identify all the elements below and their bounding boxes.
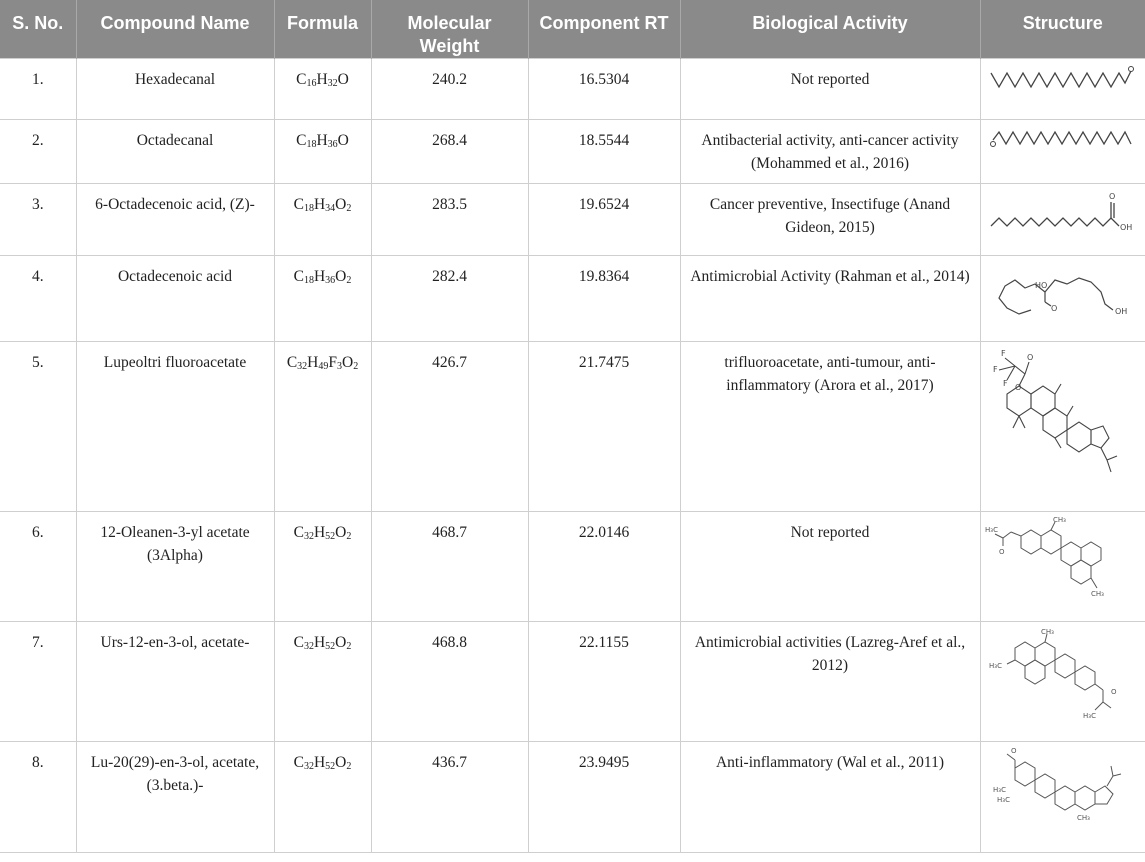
molecular-weight-cell: 436.7 <box>371 742 528 853</box>
header-compound-name: Compound Name <box>76 0 274 59</box>
fluorine-label: F <box>1000 349 1006 358</box>
formula-cell: $C_{32}H_{52}O_2$ <box>274 512 371 622</box>
structure-cell <box>980 184 1145 256</box>
structure-cell <box>980 256 1145 342</box>
component-rt-cell: 19.6524 <box>528 184 680 256</box>
ursenol-acetate-structure <box>985 624 1135 734</box>
compound-name-cell: 12-Oleanen-3-yl acetate (3Alpha) <box>76 512 274 622</box>
table-row <box>0 184 1145 256</box>
table-row <box>0 622 1145 742</box>
header-biological-activity: Biological Activity <box>680 0 980 59</box>
compound-name-cell: Hexadecanal <box>76 59 274 120</box>
structure-cell <box>980 342 1145 512</box>
sno-cell: 5. <box>0 342 76 512</box>
molecular-weight-cell: 240.2 <box>371 59 528 120</box>
biological-activity-cell: trifluoroacetate, anti-tumour, anti-inflammatory (Arora et al., 2017) <box>680 342 980 512</box>
header-formula: Formula <box>274 0 371 59</box>
oxygen-label: O <box>1010 747 1017 755</box>
lupeol-trifluoroacetate-structure <box>985 344 1135 504</box>
octadecenoic-acid-z-structure <box>985 186 1135 242</box>
molecular-weight-cell: 468.7 <box>371 512 528 622</box>
compound-name-cell: Octadecenoic acid <box>76 256 274 342</box>
hydroxyl-label: OH <box>1119 223 1132 232</box>
sno-cell: 3. <box>0 184 76 256</box>
formula-cell: $C_{32}H_{52}O_2$ <box>274 742 371 853</box>
methyl-label: CH₃ <box>1040 628 1054 636</box>
sno-cell: 7. <box>0 622 76 742</box>
biological-activity-cell: Antimicrobial activities (Lazreg-Aref et al., 2012) <box>680 622 980 742</box>
header-structure: Structure <box>980 0 1145 59</box>
oleanenyl-acetate-structure <box>985 514 1135 614</box>
formula-cell: $C_{32}H_{49}F_3O_2$ <box>274 342 371 512</box>
compound-name-cell: Lu-20(29)-en-3-ol, acetate, (3.beta.)- <box>76 742 274 853</box>
methyl-label: H₃C <box>996 796 1010 804</box>
hydroxyl-label: OH <box>1114 307 1127 316</box>
methyl-label: H₃C <box>988 662 1002 670</box>
formula-cell: $C_{16}H_{32}O$ <box>274 59 371 120</box>
formula-cell: $C_{32}H_{52}O_2$ <box>274 622 371 742</box>
header-molecular-weight: Molecular Weight <box>371 0 528 59</box>
methyl-label: H₃C <box>992 786 1006 794</box>
oxygen-label: O <box>1026 353 1033 362</box>
hydroxyl-label: HO <box>1034 281 1047 290</box>
component-rt-cell: 23.9495 <box>528 742 680 853</box>
molecular-weight-cell: 268.4 <box>371 120 528 184</box>
octadecenoic-acid-structure <box>985 258 1135 330</box>
formula-cell: $C_{18}H_{36}O_2$ <box>274 256 371 342</box>
methyl-label: CH₃ <box>1052 516 1066 524</box>
oxygen-label: O <box>1014 383 1021 392</box>
table-row <box>0 256 1145 342</box>
table-row <box>0 120 1145 184</box>
formula-cell: $C_{18}H_{34}O_2$ <box>274 184 371 256</box>
sno-cell: 1. <box>0 59 76 120</box>
sno-cell: 2. <box>0 120 76 184</box>
biological-activity-cell: Cancer preventive, Insectifuge (Anand Gideon, 2015) <box>680 184 980 256</box>
biological-activity-cell: Not reported <box>680 59 980 120</box>
oxygen-label: O <box>1050 304 1057 313</box>
compound-name-cell: 6-Octadecenoic acid, (Z)- <box>76 184 274 256</box>
oxygen-label: O <box>1110 688 1117 696</box>
hexadecanal-structure <box>985 61 1135 97</box>
table-row <box>0 742 1145 853</box>
component-rt-cell: 21.7475 <box>528 342 680 512</box>
header-sno: S. No. <box>0 0 76 59</box>
fluorine-label: F <box>992 365 998 374</box>
header-row <box>0 0 1145 59</box>
biological-activity-cell: Anti-inflammatory (Wal et al., 2011) <box>680 742 980 853</box>
formula-cell: $C_{18}H_{36}O$ <box>274 120 371 184</box>
lupenol-acetate-structure <box>985 744 1135 844</box>
structure-cell <box>980 120 1145 184</box>
compound-name-cell: Octadecanal <box>76 120 274 184</box>
molecular-weight-cell: 283.5 <box>371 184 528 256</box>
compound-name-cell: Lupeoltri fluoroacetate <box>76 342 274 512</box>
biological-activity-cell: Antimicrobial Activity (Rahman et al., 2014) <box>680 256 980 342</box>
molecular-weight-cell: 282.4 <box>371 256 528 342</box>
structure-cell <box>980 512 1145 622</box>
component-rt-cell: 22.1155 <box>528 622 680 742</box>
table-row <box>0 512 1145 622</box>
table-row <box>0 59 1145 120</box>
component-rt-cell: 19.8364 <box>528 256 680 342</box>
methyl-label: CH₃ <box>1076 814 1090 822</box>
sno-cell: 6. <box>0 512 76 622</box>
methyl-label: H₃C <box>984 526 998 534</box>
methyl-label: H₃C <box>1082 712 1096 720</box>
structure-cell <box>980 742 1145 853</box>
structure-cell <box>980 59 1145 120</box>
component-rt-cell: 18.5544 <box>528 120 680 184</box>
structure-cell <box>980 622 1145 742</box>
compound-name-cell: Urs-12-en-3-ol, acetate- <box>76 622 274 742</box>
table-row <box>0 342 1145 512</box>
octadecanal-structure <box>985 122 1135 162</box>
methyl-label: CH₃ <box>1090 590 1104 598</box>
sno-cell: 4. <box>0 256 76 342</box>
biological-activity-cell: Not reported <box>680 512 980 622</box>
oxygen-label: O <box>998 548 1005 556</box>
biological-activity-cell: Antibacterial activity, anti-cancer activity (Mohammed et al., 2016) <box>680 120 980 184</box>
molecular-weight-cell: 426.7 <box>371 342 528 512</box>
sno-cell: 8. <box>0 742 76 853</box>
oxygen-label: O <box>1108 192 1115 201</box>
molecular-weight-cell: 468.8 <box>371 622 528 742</box>
component-rt-cell: 22.0146 <box>528 512 680 622</box>
fluorine-label: F <box>1002 379 1008 388</box>
header-component-rt: Component RT <box>528 0 680 59</box>
component-rt-cell: 16.5304 <box>528 59 680 120</box>
